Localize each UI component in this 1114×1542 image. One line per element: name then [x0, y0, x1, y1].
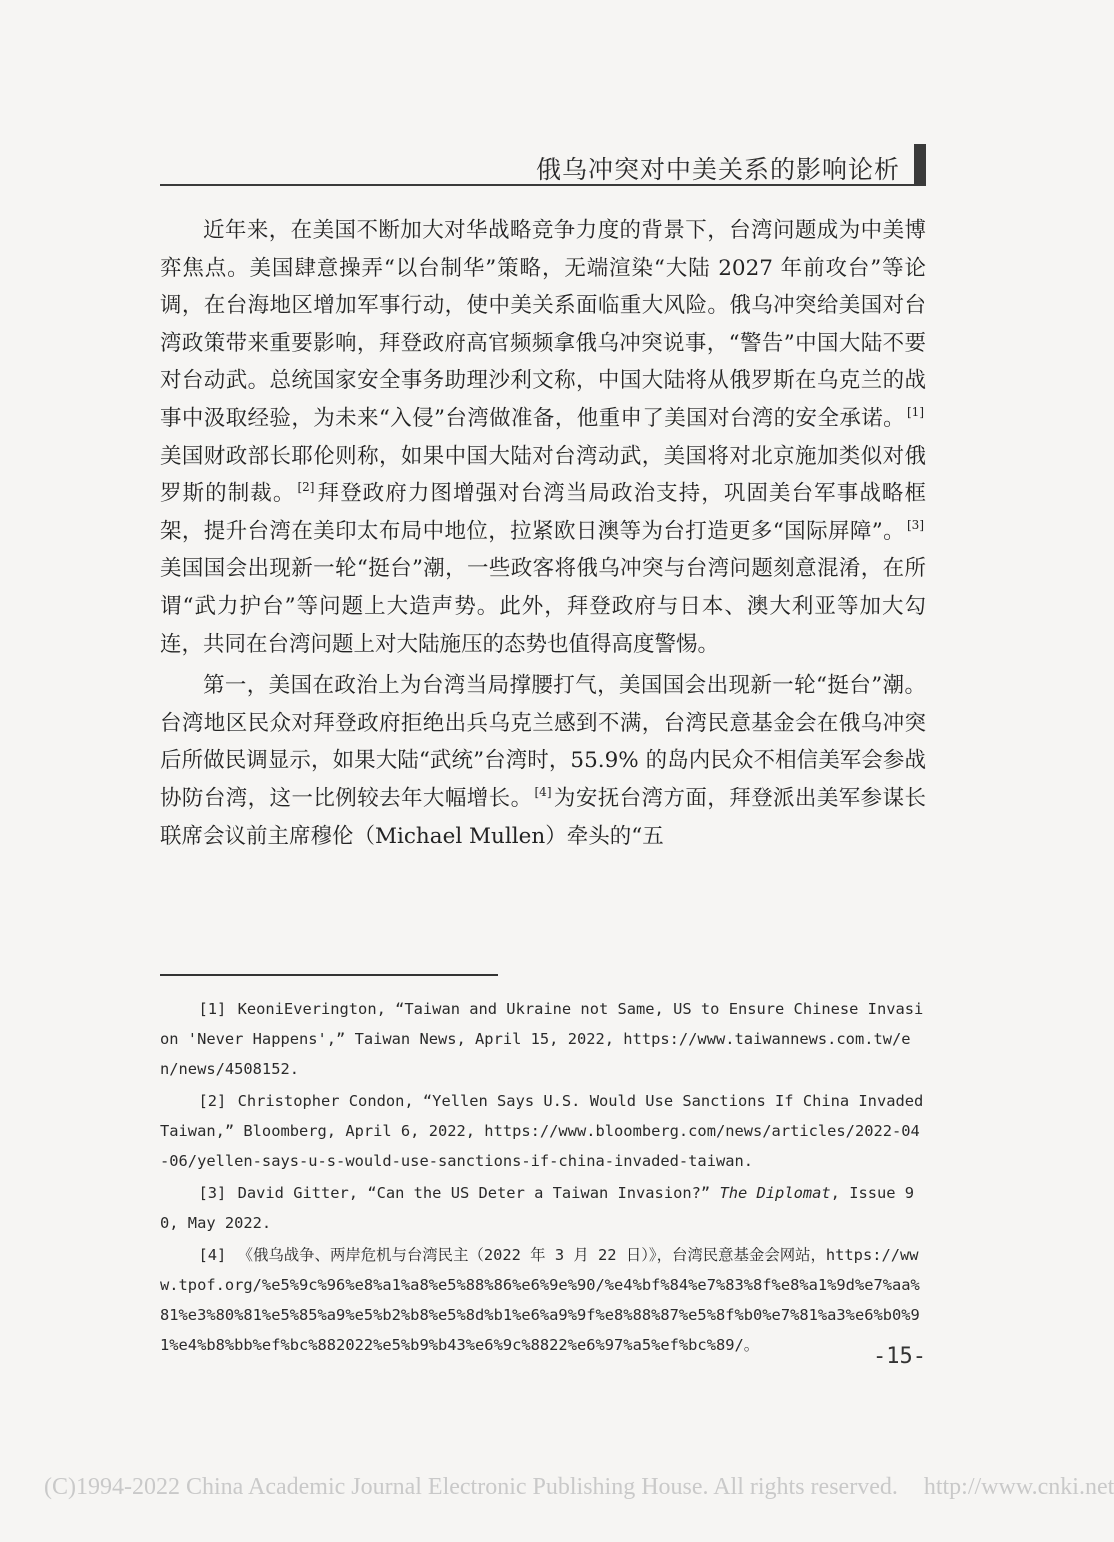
- footnotes: [160, 994, 926, 1362]
- footnote-separator: [160, 974, 498, 976]
- watermark-url: http://www.cnki.net: [923, 1474, 1114, 1500]
- footnote-text: KeoniEverington, “Taiwan and Ukraine not Same, US to Ensure Chinese Invasion 'Never Happens',” Taiwan News, April 15, 2022, https://www.taiwannews.com.tw/en/news/4508152.: [160, 1000, 924, 1078]
- footnote-text-tail: , Issue 90, May 2022.: [160, 1184, 915, 1232]
- footnote-4: [160, 1240, 926, 1360]
- footnote-text: 《俄乌战争、两岸危机与台湾民主（2022 年 3 月 22 日）》，台湾民意基金会网站，https://www.tpof.org/%e5%9c%96%e8%a1%a8%e5%88%86%e6%9e%90/%e4%bf%84%e7%83%8f%e8%a1%9d%e7%aa%81%e3%80%81%e5%85%a9%e5%b2%b8%e5%8d%b1%e6%a9%9f%e8%88%87%e5%8f%b0%e7%81%a3%e6%b0%91%e4%b8%bb%ef%bc%882022%e5%b9%b43%e6%9c%8822%e6%97%a5%ef%bc%89/。: [160, 1246, 920, 1354]
- running-header: [160, 134, 926, 186]
- body-paragraph-2: [160, 667, 926, 855]
- footnote-ref-3[interactable]: [3]: [907, 517, 924, 532]
- footnote-number: [2]: [198, 1092, 227, 1110]
- page-number: -15-: [873, 1344, 926, 1369]
- footnote-1: [160, 994, 926, 1084]
- footnote-ref-4[interactable]: [4]: [534, 784, 552, 799]
- paragraph-1-text-d: 美国国会出现新一轮“挺台”潮，一些政客将俄乌冲突与台湾问题刻意混淆，在所谓“武力护台”等问题上大造声势。此外，拜登政府与日本、澳大利亚等加大勾连，共同在台湾问题上对大陆施压的态势也值得高度警惕。: [160, 556, 926, 657]
- paragraph-1-text-a: 近年来，在美国不断加大对华战略竞争力度的背景下，台湾问题成为中美博弈焦点。美国肆意操弄“以台制华”策略，无端渲染“大陆 2027 年前攻台”等论调，在台海地区增加军事行动，使中美关系面临重大风险。俄乌冲突给美国对台湾政策带来重要影响，拜登政府高官频频拿俄乌冲突说事，“警告”中国大陆不要对台动武。总统国家安全事务助理沙利文称，中国大陆将从俄罗斯在乌克兰的战事中汲取经验，为未来“入侵”台湾做准备，他重申了美国对台湾的安全承诺。: [160, 218, 926, 431]
- footnote-text: Christopher Condon, “Yellen Says U.S. Would Use Sanctions If China Invaded Taiwan,” Bloomberg, April 6, 2022, https://www.bloomberg.com/news/articles/2022-04-06/yellen-says-u-s-would-use-sanctions-if-china-invaded-taiwan.: [160, 1092, 924, 1170]
- paragraph-2-text-b: 为安抚台湾方面，拜登派出美军参谋长联席会议前主席穆伦（Michael Mullen）牵头的“五: [160, 785, 926, 849]
- footnote-3: [160, 1178, 926, 1238]
- paragraph-1-text-c: 拜登政府力图增强对台湾当局政治支持，巩固美台军事战略框架，提升台湾在美印太布局中地位，拉紧欧日澳等为台打造更多“国际屏障”。: [160, 481, 926, 544]
- footnote-ref-2[interactable]: [2]: [297, 480, 315, 495]
- footnote-number: [3]: [198, 1184, 227, 1202]
- footnote-text: David Gitter, “Can the US Deter a Taiwan Invasion?”: [237, 1184, 711, 1202]
- footnote-number: [4]: [198, 1246, 227, 1264]
- body-paragraph-1: [160, 212, 926, 663]
- paragraph-1-text-b: 美国财政部长耶伦则称，如果中国大陆对台湾动武，美国将对北京施加类似对俄罗斯的制裁。: [160, 443, 926, 507]
- watermark-copyright: (C)1994-2022 China Academic Journal Electronic Publishing House. All rights reserved.: [44, 1474, 898, 1500]
- footnote-ref-1[interactable]: [1]: [907, 404, 924, 419]
- footnote-2: [160, 1086, 926, 1176]
- footnote-number: [1]: [198, 1000, 227, 1018]
- footnote-source-title: The Diplomat: [719, 1184, 831, 1202]
- paragraph-2-text-a: 第一，美国在政治上为台湾当局撑腰打气，美国国会出现新一轮“挺台”潮。台湾地区民众对拜登政府拒绝出兵乌克兰感到不满，台湾民意基金会在俄乌冲突后所做民调显示，如果大陆“武统”台湾时，55.9% 的岛内民众不相信美军会参战协防台湾，这一比例较去年大幅增长。: [160, 673, 926, 811]
- copyright-watermark: [44, 1474, 1114, 1501]
- header-rule: [160, 184, 926, 186]
- running-header-title: 俄乌冲突对中美关系的影响论析: [535, 155, 900, 184]
- header-bar-decoration: [914, 144, 926, 184]
- article-body: [160, 212, 926, 859]
